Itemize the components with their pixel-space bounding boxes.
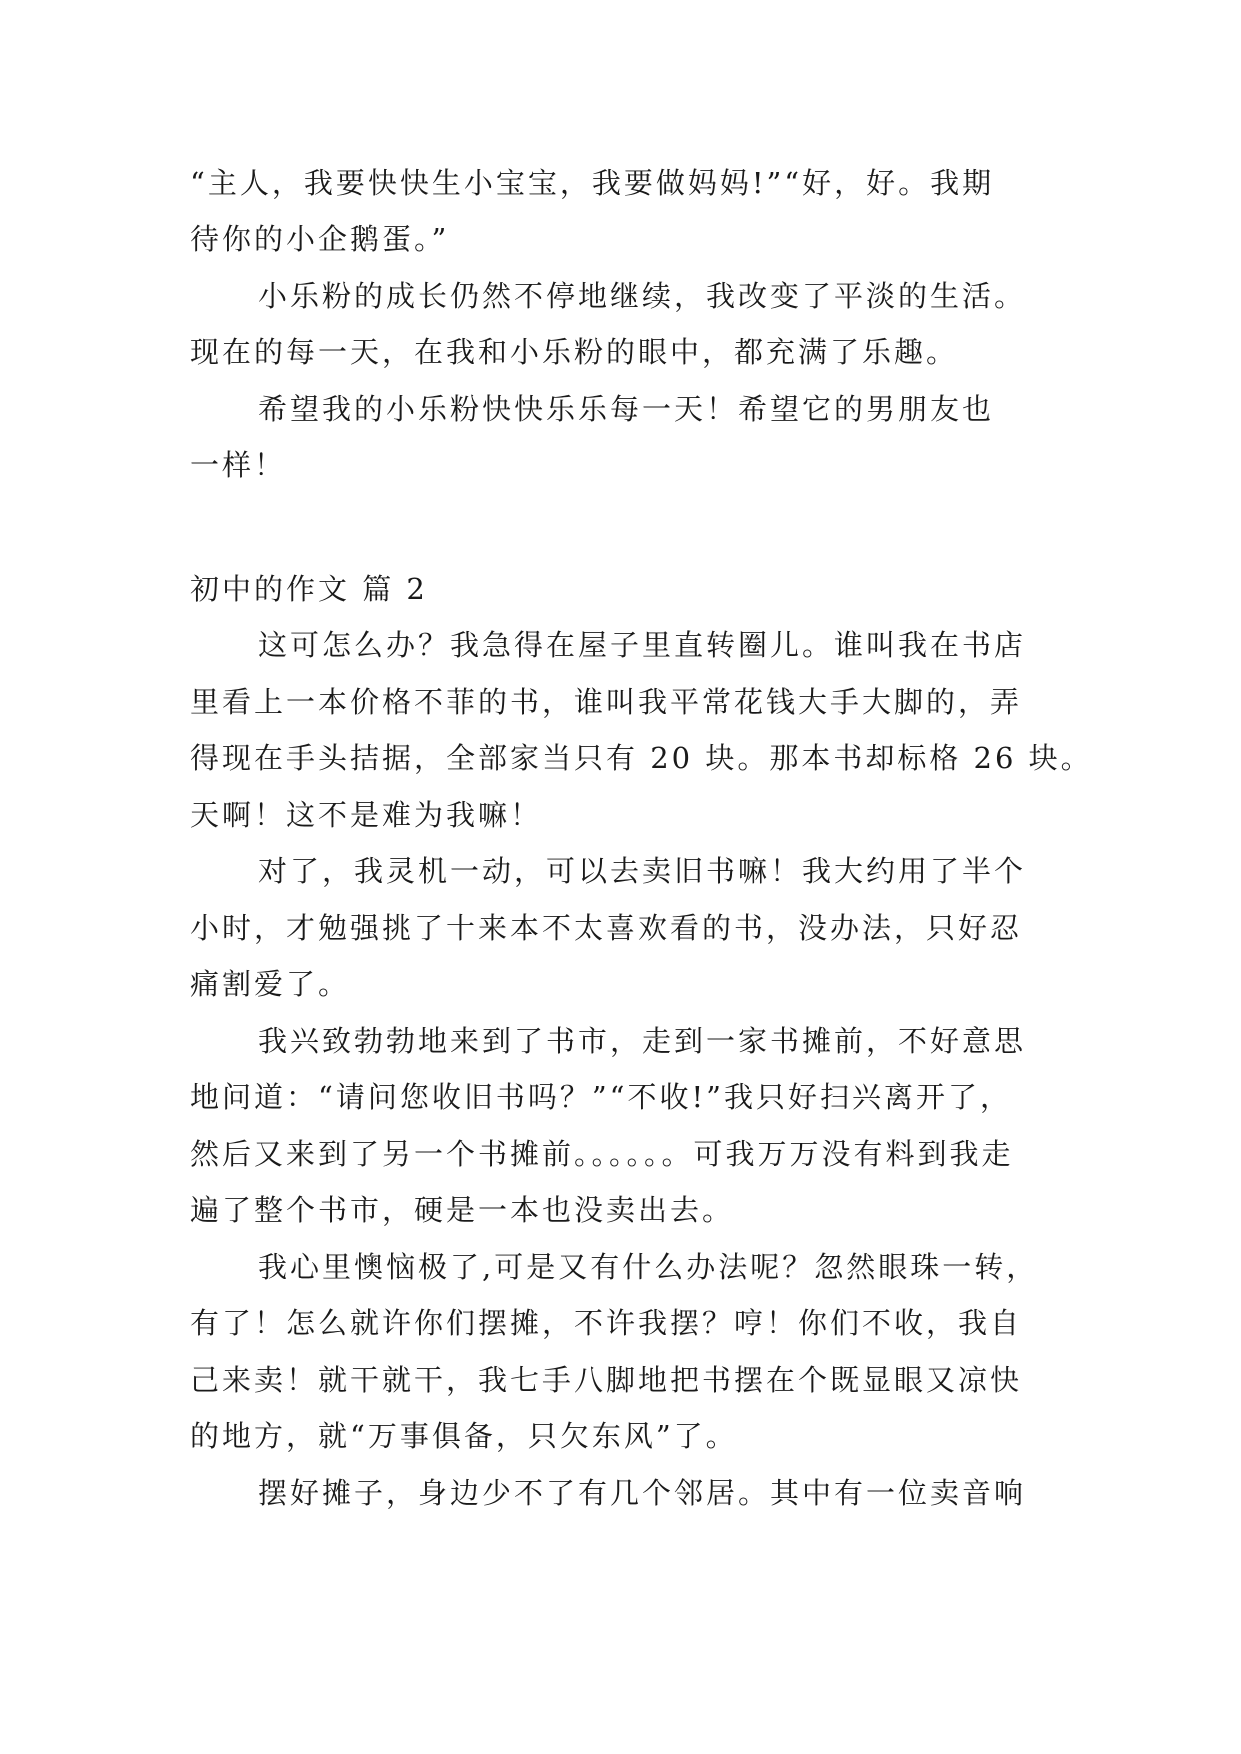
text-line: 痛割爱了。: [190, 967, 351, 1001]
paragraph-line: 我心里懊恼极了,可是又有什么办法呢？忽然眼珠一转，: [258, 1250, 1039, 1284]
text-line: 小时，才勉强挑了十来本不太喜欢看的书，没办法，只好忍: [190, 911, 1023, 945]
text-line: 的地方，就“万事俱备，只欠东风”了。: [190, 1419, 738, 1453]
text-line: 得现在手头拮据，全部家当只有 20 块。那本书却标格 26 块。: [190, 741, 1093, 775]
paragraph-line: 小乐粉的成长仍然不停地继续，我改变了平淡的生活。: [258, 279, 1027, 313]
paragraph-line: 摆好摊子，身边少不了有几个邻居。其中有一位卖音响: [258, 1476, 1027, 1510]
text-line: 遍了整个书市，硬是一本也没卖出去。: [190, 1193, 735, 1227]
text-line: 有了！怎么就许你们摆摊，不许我摆？哼！你们不收，我自: [190, 1306, 1023, 1340]
text-line: “主人，我要快快生小宝宝，我要做妈妈!”“好，好。我期: [190, 166, 995, 200]
text-line: 地问道：“请问您收旧书吗？”“不收!”我只好扫兴离开了，: [190, 1080, 1012, 1114]
text-line: 待你的小企鹅蛋。”: [190, 222, 450, 256]
text-line: 里看上一本价格不菲的书，谁叫我平常花钱大手大脚的，弄: [190, 685, 1023, 719]
paragraph-line: 这可怎么办？我急得在屋子里直转圈儿。谁叫我在书店: [258, 628, 1027, 662]
text-line: 现在的每一天，在我和小乐粉的眼中，都充满了乐趣。: [190, 335, 959, 369]
paragraph-line: 对了，我灵机一动，可以去卖旧书嘛！我大约用了半个: [258, 854, 1027, 888]
text-line: 天啊！这不是难为我嘛！: [190, 798, 543, 832]
text-line: 己来卖！就干就干，我七手八脚地把书摆在个既显眼又凉快: [190, 1363, 1023, 1397]
paragraph-line: 我兴致勃勃地来到了书市，走到一家书摊前，不好意思: [258, 1024, 1027, 1058]
section-heading: 初中的作文 篇 2: [190, 572, 428, 606]
text-line: 一样！: [190, 448, 287, 482]
paragraph-line: 希望我的小乐粉快快乐乐每一天！希望它的男朋友也: [258, 392, 995, 426]
text-line: 然后又来到了另一个书摊前。。。。。。可我万万没有料到我走: [190, 1137, 1014, 1171]
